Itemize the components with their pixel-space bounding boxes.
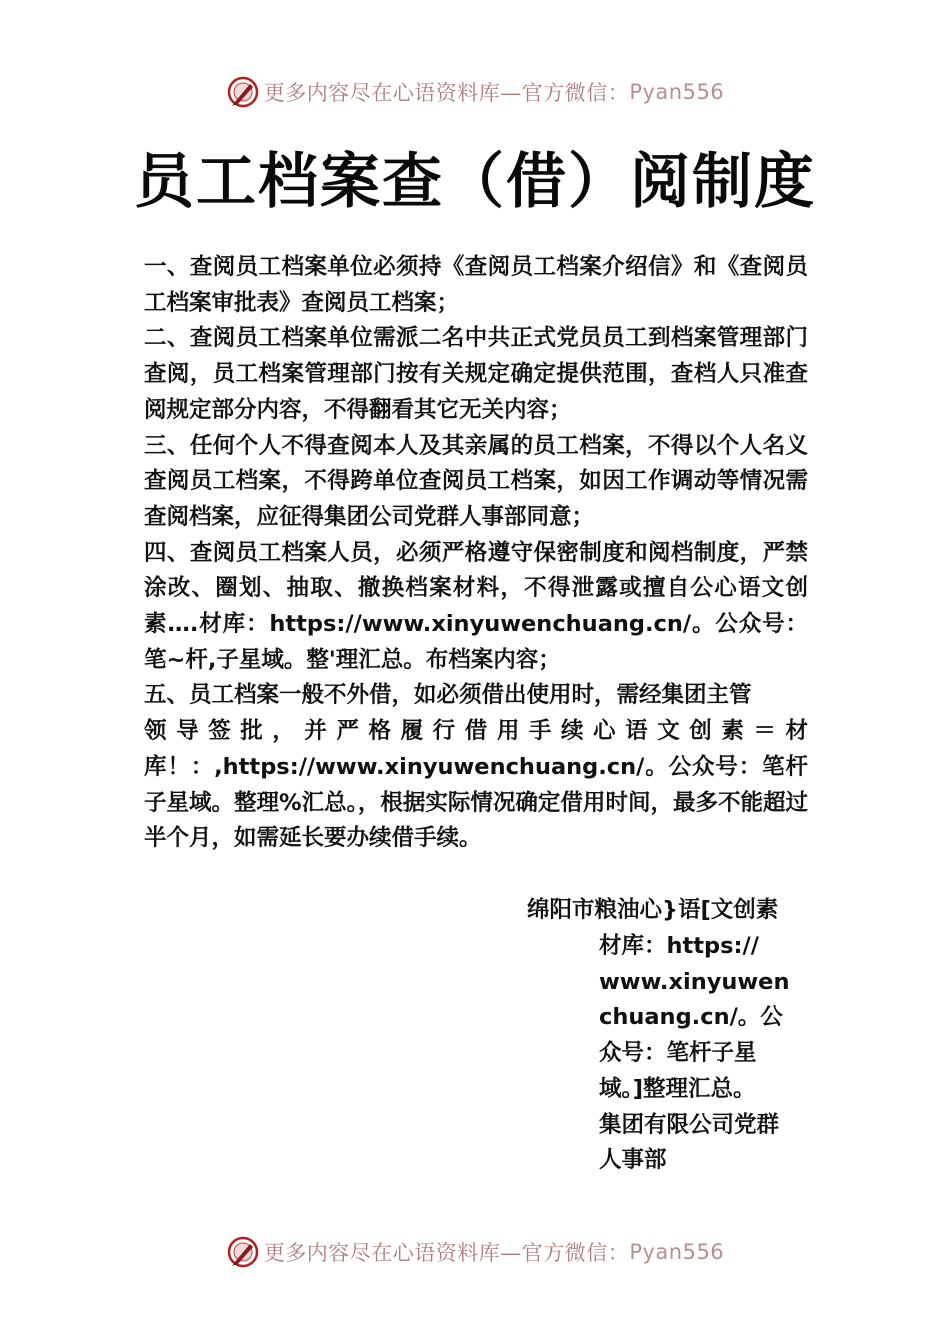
paragraph-1: 一、查阅员工档案单位必须持《查阅员工档案介绍信》和《查阅员工档案审批表》查阅员工档案； xyxy=(144,254,808,316)
signature-block xyxy=(599,929,799,1179)
watermark-wechat-id: Pyan556 xyxy=(629,1240,725,1264)
watermark-text: 更多内容尽在心语资料库—官方微信： xyxy=(263,81,630,105)
watermark-wechat-id: Pyan556 xyxy=(629,80,725,104)
paragraph-5-line-1: 五、员工档案一般不外借，如必须借出使用时，需经集团主管 xyxy=(144,682,752,709)
signature-line-1: 绵阳市粮油心}语[文创素 xyxy=(527,897,779,923)
paragraph-5-rest: 库！：,https://www.xinyuwenchuang.cn/。公众号：笔杆子星域。整理%汇总。，根据实际情况确定借用时间，最多不能超过半个月，如需延长要办续借手续。 xyxy=(144,753,808,852)
watermark-text: 更多内容尽在心语资料库—官方微信： xyxy=(263,1241,630,1265)
signature-line: 众号：笔杆子星 xyxy=(599,1040,757,1067)
signature-line: 集团有限公司党群 xyxy=(599,1111,780,1138)
paragraph-3: 三、任何个人不得查阅本人及其亲属的员工档案，不得以个人名义查阅员工档案，不得跨单位查阅员工档案，如因工作调动等情况需查阅档案，应征得集团公司党群人事部同意； xyxy=(144,432,808,530)
paragraph-5-line-2: 领导签批，并严格履行借用手续心语文创素＝材 xyxy=(144,718,808,745)
signature-line: chuang.cn/。公 xyxy=(599,1004,783,1031)
signature-line: 材库：https:// xyxy=(599,933,759,959)
pen-circle-logo-icon xyxy=(226,75,260,109)
header-watermark xyxy=(0,72,950,112)
footer-watermark xyxy=(0,1232,950,1272)
paragraph-2: 二、查阅员工档案单位需派二名中共正式党员员工到档案管理部门查阅，员工档案管理部门按有关规定确定提供范围，查档人只准查阅规定部分内容，不得翻看其它无关内容； xyxy=(144,325,808,423)
document-body xyxy=(144,250,808,857)
signature-line: 人事部 xyxy=(599,1147,667,1174)
signature-line: 域。]整理汇总。 xyxy=(599,1075,756,1102)
signature-line: www.xinyuwen xyxy=(599,968,790,995)
paragraph-4: 四、查阅员工档案人员，必须严格遵守保密制度和阅档制度，严禁涂改、圈划、抽取、撤换档案材料，不得泄露或擅自公心语文创素….材库：https://www.xinyuwenchuang.cn/。公众号：笔~杆,子星域。整'理汇总。布档案内容； xyxy=(144,539,808,673)
pen-circle-logo-icon xyxy=(226,1235,260,1269)
document-title: 员工档案查（借）阅制度 xyxy=(134,147,816,217)
